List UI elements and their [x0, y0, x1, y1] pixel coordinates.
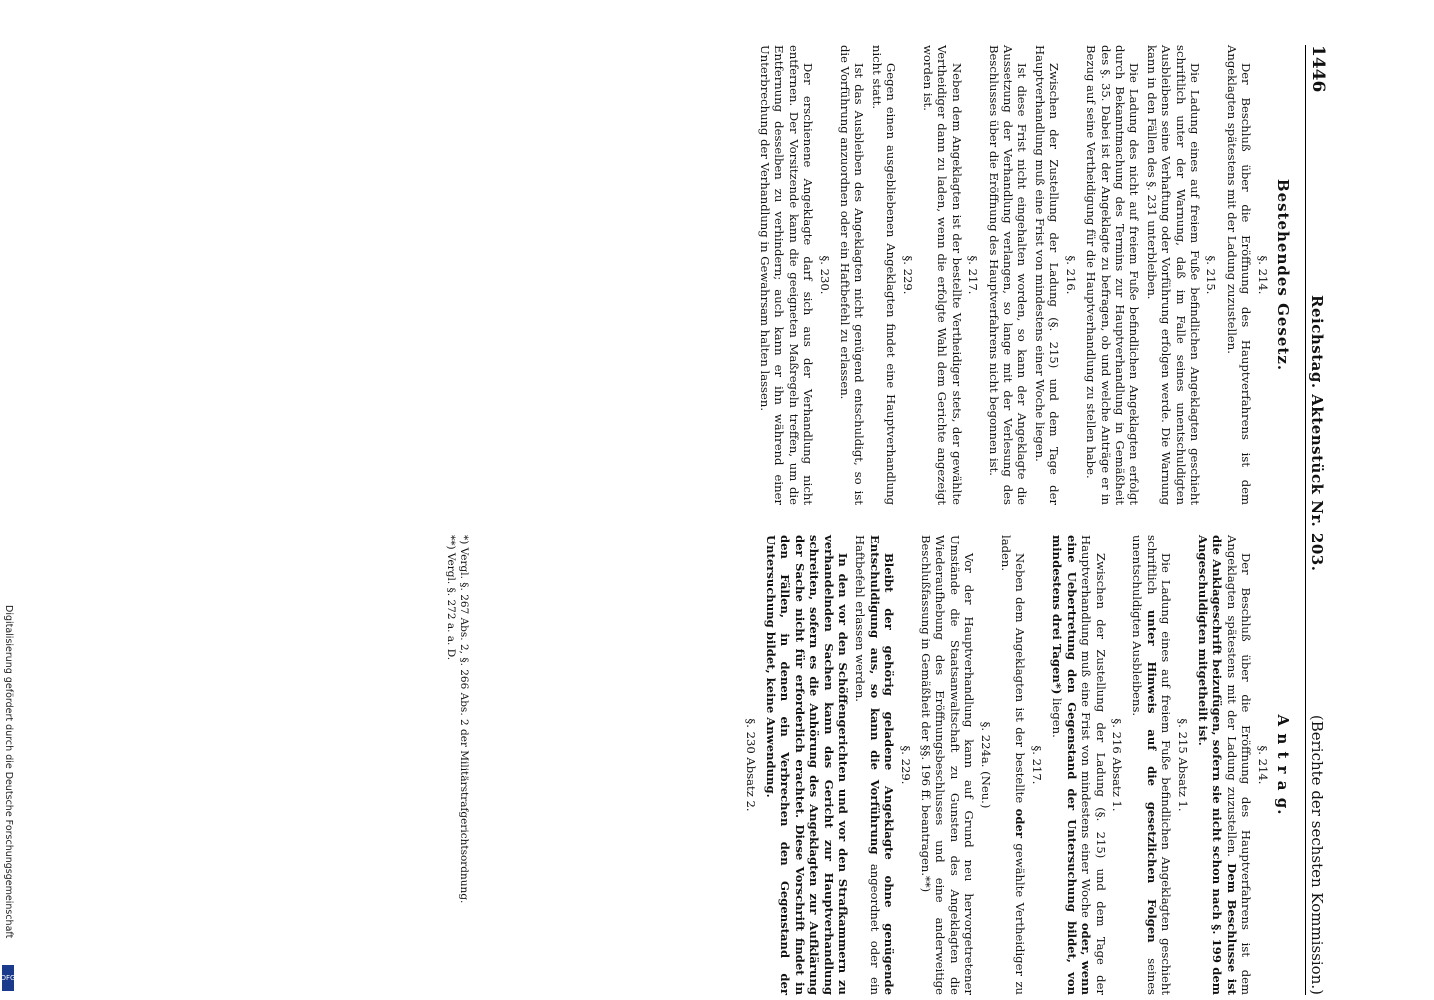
paragraph [1196, 535, 1254, 995]
amended-text: oder, wenn eine Uebertretung den Gegenstand der Untersuchung bildet, von mindestens drei Tagen*) [1050, 535, 1094, 995]
paragraph-text: Die Ladung des nicht auf freiem Fuße befindlichen Angeklagten erfolgt durch Bekanntmachung des Termins zur Hauptverhandlung in Gemäßheit des §. 35. Dabei ist der Angeklagte zu befragen, ob und welche Anträge er in Bezug auf seine Vertheidigung für die Hauptverhandlung zu stellen habe. [1084, 45, 1142, 505]
paragraph [1130, 535, 1173, 995]
paragraph [1050, 535, 1108, 995]
section-heading: §. 215 Absatz 1. [1175, 718, 1190, 812]
paragraph-text: seines unentschuldigten Ausbleibens. [1130, 535, 1159, 995]
section-heading: §. 214. [1255, 745, 1270, 785]
paragraph [919, 535, 977, 995]
footnotes [444, 535, 470, 995]
paragraph [999, 535, 1028, 995]
paragraph-text: angeordnet [867, 863, 882, 932]
digitization-text: Digitalisierung gefördert durch die Deutsche Forschungsgemeinschaft [3, 605, 14, 939]
section-heading: §. 214. [1255, 255, 1270, 295]
paragraph-text: Neben dem Angeklagten ist der bestellte Vertheidiger stets, der gewählte Vertheidiger dann zu laden, wenn die erfolgte Wahl dem Gerichte angezeigt worden ist. [921, 45, 964, 505]
paragraph [1084, 45, 1142, 505]
paragraph [1224, 45, 1253, 505]
paragraph [764, 535, 850, 995]
rotated-document-page [40, 45, 1330, 995]
section-heading: §. 229. [900, 255, 915, 295]
amended-text: oder [1013, 808, 1028, 838]
paragraph-text: oder ein Haftbefehl erlassen werden. [853, 535, 882, 995]
section-heading: §. 215. [1204, 255, 1219, 295]
paragraph-text: Neben dem Angeklagten ist der bestellte [1013, 553, 1028, 804]
paragraph [1033, 45, 1062, 505]
paragraph [986, 45, 1029, 505]
section-heading: §. 224a. (Neu.) [978, 721, 993, 809]
column-motion [741, 535, 1290, 995]
section-heading: §. 230 Absatz 2. [743, 718, 758, 812]
paragraph-text: Ist das Ausbleiben des Angeklagten nicht genügend entschuldigt, so ist die Vorführung anzuordnen oder ein Haftbefehl zu erlassen. [838, 45, 867, 505]
paragraph-text: Ist diese Frist nicht eingehalten worden, so kann der Angeklagte die Aussetzung der Verhandlung verlangen, so lange mit der Verlesung des Beschlusses über die Eröffnung des Hauptverfahrens nicht begonnen ist. [986, 45, 1030, 505]
paragraph-text: Der Beschluß über die Eröffnung des Hauptverfahrens ist dem Angeklagten spätestens mit der Ladung zuzustellen. [1224, 45, 1254, 505]
section-heading: §. 217. [1029, 745, 1044, 785]
amended-text: In den vor den Schöffengerichten und vor den Strafkammern zu verhandelnden Sachen kann das Gericht zur Hauptverhandlung schreiten, sofern es die Anhörung des Angeklagten zur Aufklärung der Sache nicht für erforderlich erachtet. Diese Vorschrift findet in den Fällen, in denen ein Verbrechen den Gegenstand der Untersuchung bildet, keine Anwendung. [764, 535, 851, 995]
amended-text: unter Hinweis auf die gesetzlichen Folgen [1144, 609, 1159, 943]
paragraph-text: Zwischen der Zustellung der Ladung (§. 215) und dem Tage der Hauptverhandlung muß eine Frist von mindestens einer Woche liegen. [1032, 45, 1062, 505]
section-heading: §. 216 Absatz 1. [1109, 718, 1124, 812]
paragraph-text: Der Beschluß über die Eröffnung des Hauptverfahrens ist dem Angeklagten spätestens mit der Ladung zuzustellen. [1224, 535, 1254, 995]
column-title-existing-law: Bestehendes Gesetz. [1274, 178, 1292, 372]
paragraph [758, 45, 816, 505]
section-heading: §. 217. [966, 255, 981, 295]
paragraph-text: Zwischen der Zustellung der Ladung (§. 215) und dem Tage der Hauptverhandlung muß eine Frist von mindestens einer Woche [1079, 535, 1108, 995]
header-title: Reichstag. Aktenstück Nr. 203. [1308, 295, 1326, 572]
section-heading: §. 229. [898, 745, 913, 785]
dfg-logo: DFG [2, 965, 14, 991]
paragraph-text: Der erschienene Angeklagte darf sich aus der Verhandlung nicht entfernen. Der Vorsitzende kann die geeigneten Maßregeln treffen, um die Entfernung desselben zu verhindern; auch kann er ihn während einer Unterbrechung der Verhandlung in Gewahrsam halten lassen. [758, 45, 816, 505]
amended-text: Bleibt der gehörig geladene Angeklagte ohne genügende Entschuldigung aus, so kann die Vorführung [867, 535, 897, 995]
paragraph-text: liegen. [1050, 698, 1065, 738]
paragraph [869, 45, 898, 505]
paragraph-text: gewählte Vertheidiger zu laden. [999, 535, 1028, 996]
paragraph-text: Die Ladung eines auf freiem Fuße befindlichen Angeklagten geschieht schriftlich unter der Warnung, daß im Falle seines unentschuldigten Ausbleibens seine Verhaftung oder Vorführung erfolgen werde. Die Warnung kann in den Fällen des §. 231 unterbleiben. [1144, 45, 1202, 505]
paragraph [1144, 45, 1202, 505]
paragraph [921, 45, 964, 505]
footnote: *) Vergl. §. 267 Abs. 2, §. 266 Abs. 2 der Militärstrafgerichtsordnung. [458, 535, 470, 904]
header-commission: (Berichte der sechsten Kommission.) [1308, 714, 1326, 995]
paragraph [838, 45, 867, 505]
column-existing-law [755, 45, 1290, 505]
paragraph-text: Vor der Hauptverhandlung kann auf Grund neu hervorgetretener Umstände die Staatsanwaltschaft zu Gunsten des Angeklagten die Wiederaufhebung des Eröffnungsbeschlusses und eine anderweitige Beschlußfassung in Gemäßheit der §§. 196 ff. beantragen.**) [919, 535, 977, 995]
paragraph [853, 535, 896, 995]
section-heading: §. 216. [1063, 255, 1078, 295]
paragraph-text: Gegen einen ausgebliebenen Angeklagten findet eine Hauptverhandlung nicht statt. [869, 45, 899, 505]
column-title-motion: A n t r a g. [1274, 714, 1292, 816]
paragraph-text: Die Ladung eines auf freiem Fuße befindlichen Angeklagten geschieht schriftlich [1144, 535, 1174, 995]
footnote: **) Vergl. §. 272 a. a. D. [445, 535, 457, 661]
digitization-notice [2, 605, 14, 995]
header-rule [1305, 45, 1306, 995]
section-heading: §. 230. [817, 255, 832, 295]
page-number: 1446 [1308, 45, 1328, 93]
amended-text: Dem Beschlusse ist die Anklageschrift beizufügen, sofern sie nicht schon nach §. 199 dem Angeschuldigten mitgetheilt ist. [1195, 535, 1239, 995]
